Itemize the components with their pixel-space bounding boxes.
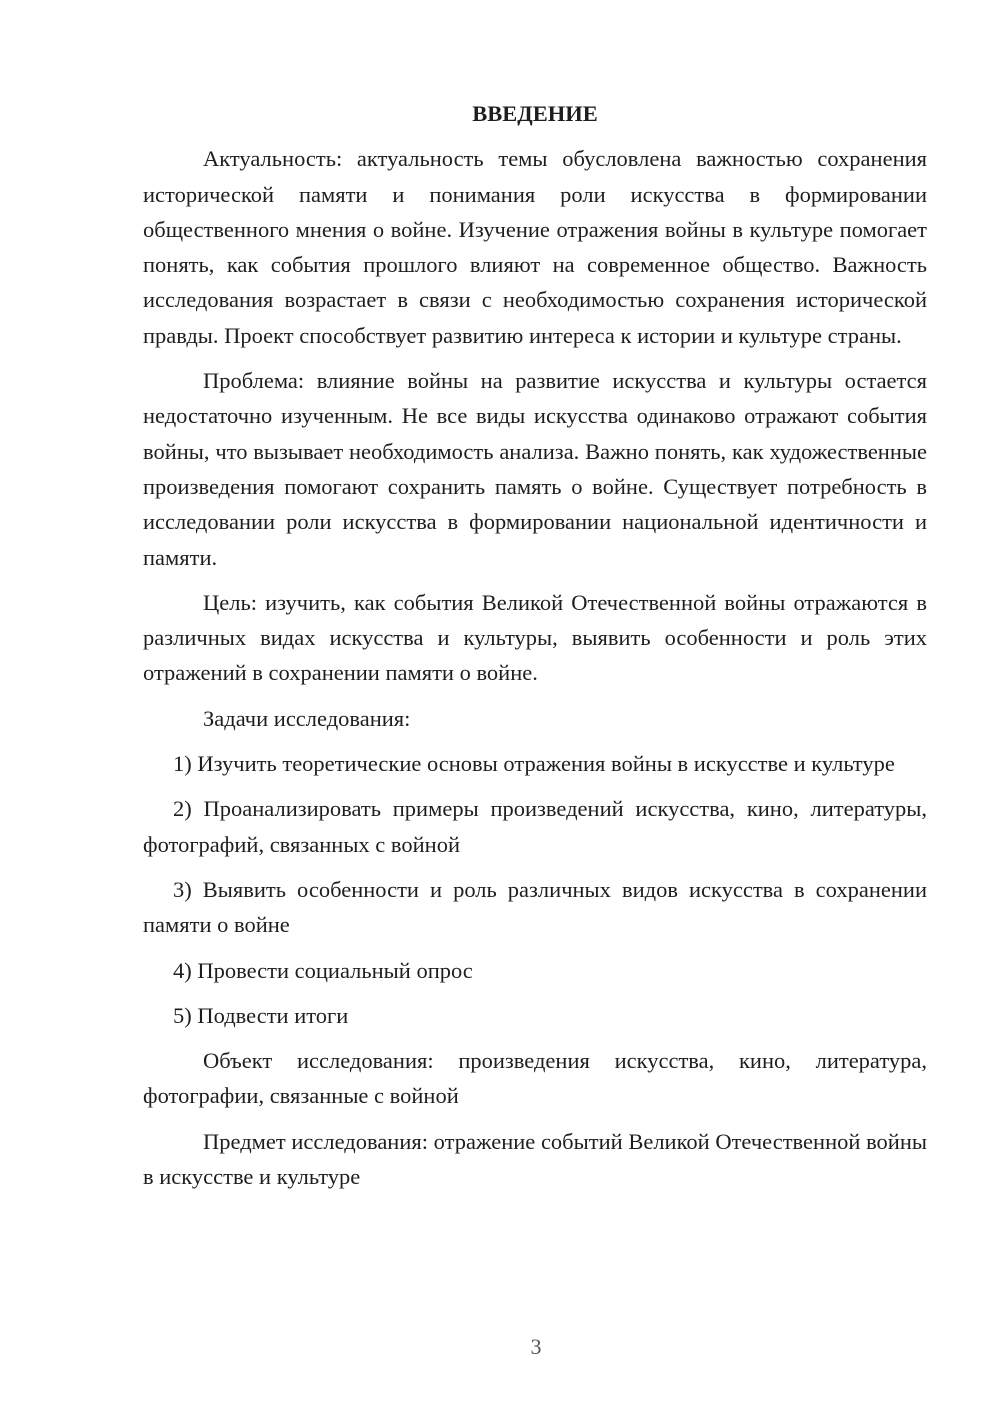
object-paragraph: Объект исследования: произведения искусства, кино, литература, фотографии, связанные с войной — [143, 1048, 927, 1109]
tasks-title: Задачи исследования: — [203, 705, 411, 731]
task-item-4: 4) Провести социальный опрос — [173, 957, 473, 983]
task-item-2: 2) Проанализировать примеры произведений искусства, кино, литературы, фотографий, связанных с войной — [143, 796, 927, 857]
task-item-1: 1) Изучить теоретические основы отражения войны в искусстве и культуре — [173, 751, 895, 777]
page-content — [143, 96, 927, 1194]
task-item-5: 5) Подвести итоги — [173, 1002, 349, 1028]
goal-paragraph: Цель: изучить, как события Великой Отечественной войны отражаются в различных видах искусства и культуры, выявить особенности и роль этих отражений в сохранении памяти о войне. — [143, 589, 927, 686]
page-number: 3 — [530, 1334, 542, 1359]
subject-paragraph: Предмет исследования: отражение событий Великой Отечественной войны в искусстве и культуре — [143, 1128, 927, 1190]
relevance-paragraph: Актуальность: актуальность темы обусловлена важностью сохранения исторической памяти и понимания роли искусства в формировании общественного мнения о войне. Изучение отражения войны в культуре помогает понять, как события прошлого влияют на современное общество. Важность исследования возрастает в связи с необходимостью сохранения исторической правды. Проект способствует развитию интереса к истории и культуре страны. — [143, 146, 927, 348]
section-heading: ВВЕДЕНИЕ — [472, 101, 598, 126]
problem-paragraph: Проблема: влияние войны на развитие искусства и культуры остается недостаточно изученным. Не все виды искусства одинаково отражают события войны, что вызывает необходимость анализа. Важно понять, как художественные произведения помогают сохранить память о войне. Существует потребность в исследовании роли искусства в формировании национальной идентичности и памяти. — [143, 368, 927, 570]
task-item-3: 3) Выявить особенности и роль различных видов искусства в сохранении памяти о войне — [143, 876, 927, 938]
